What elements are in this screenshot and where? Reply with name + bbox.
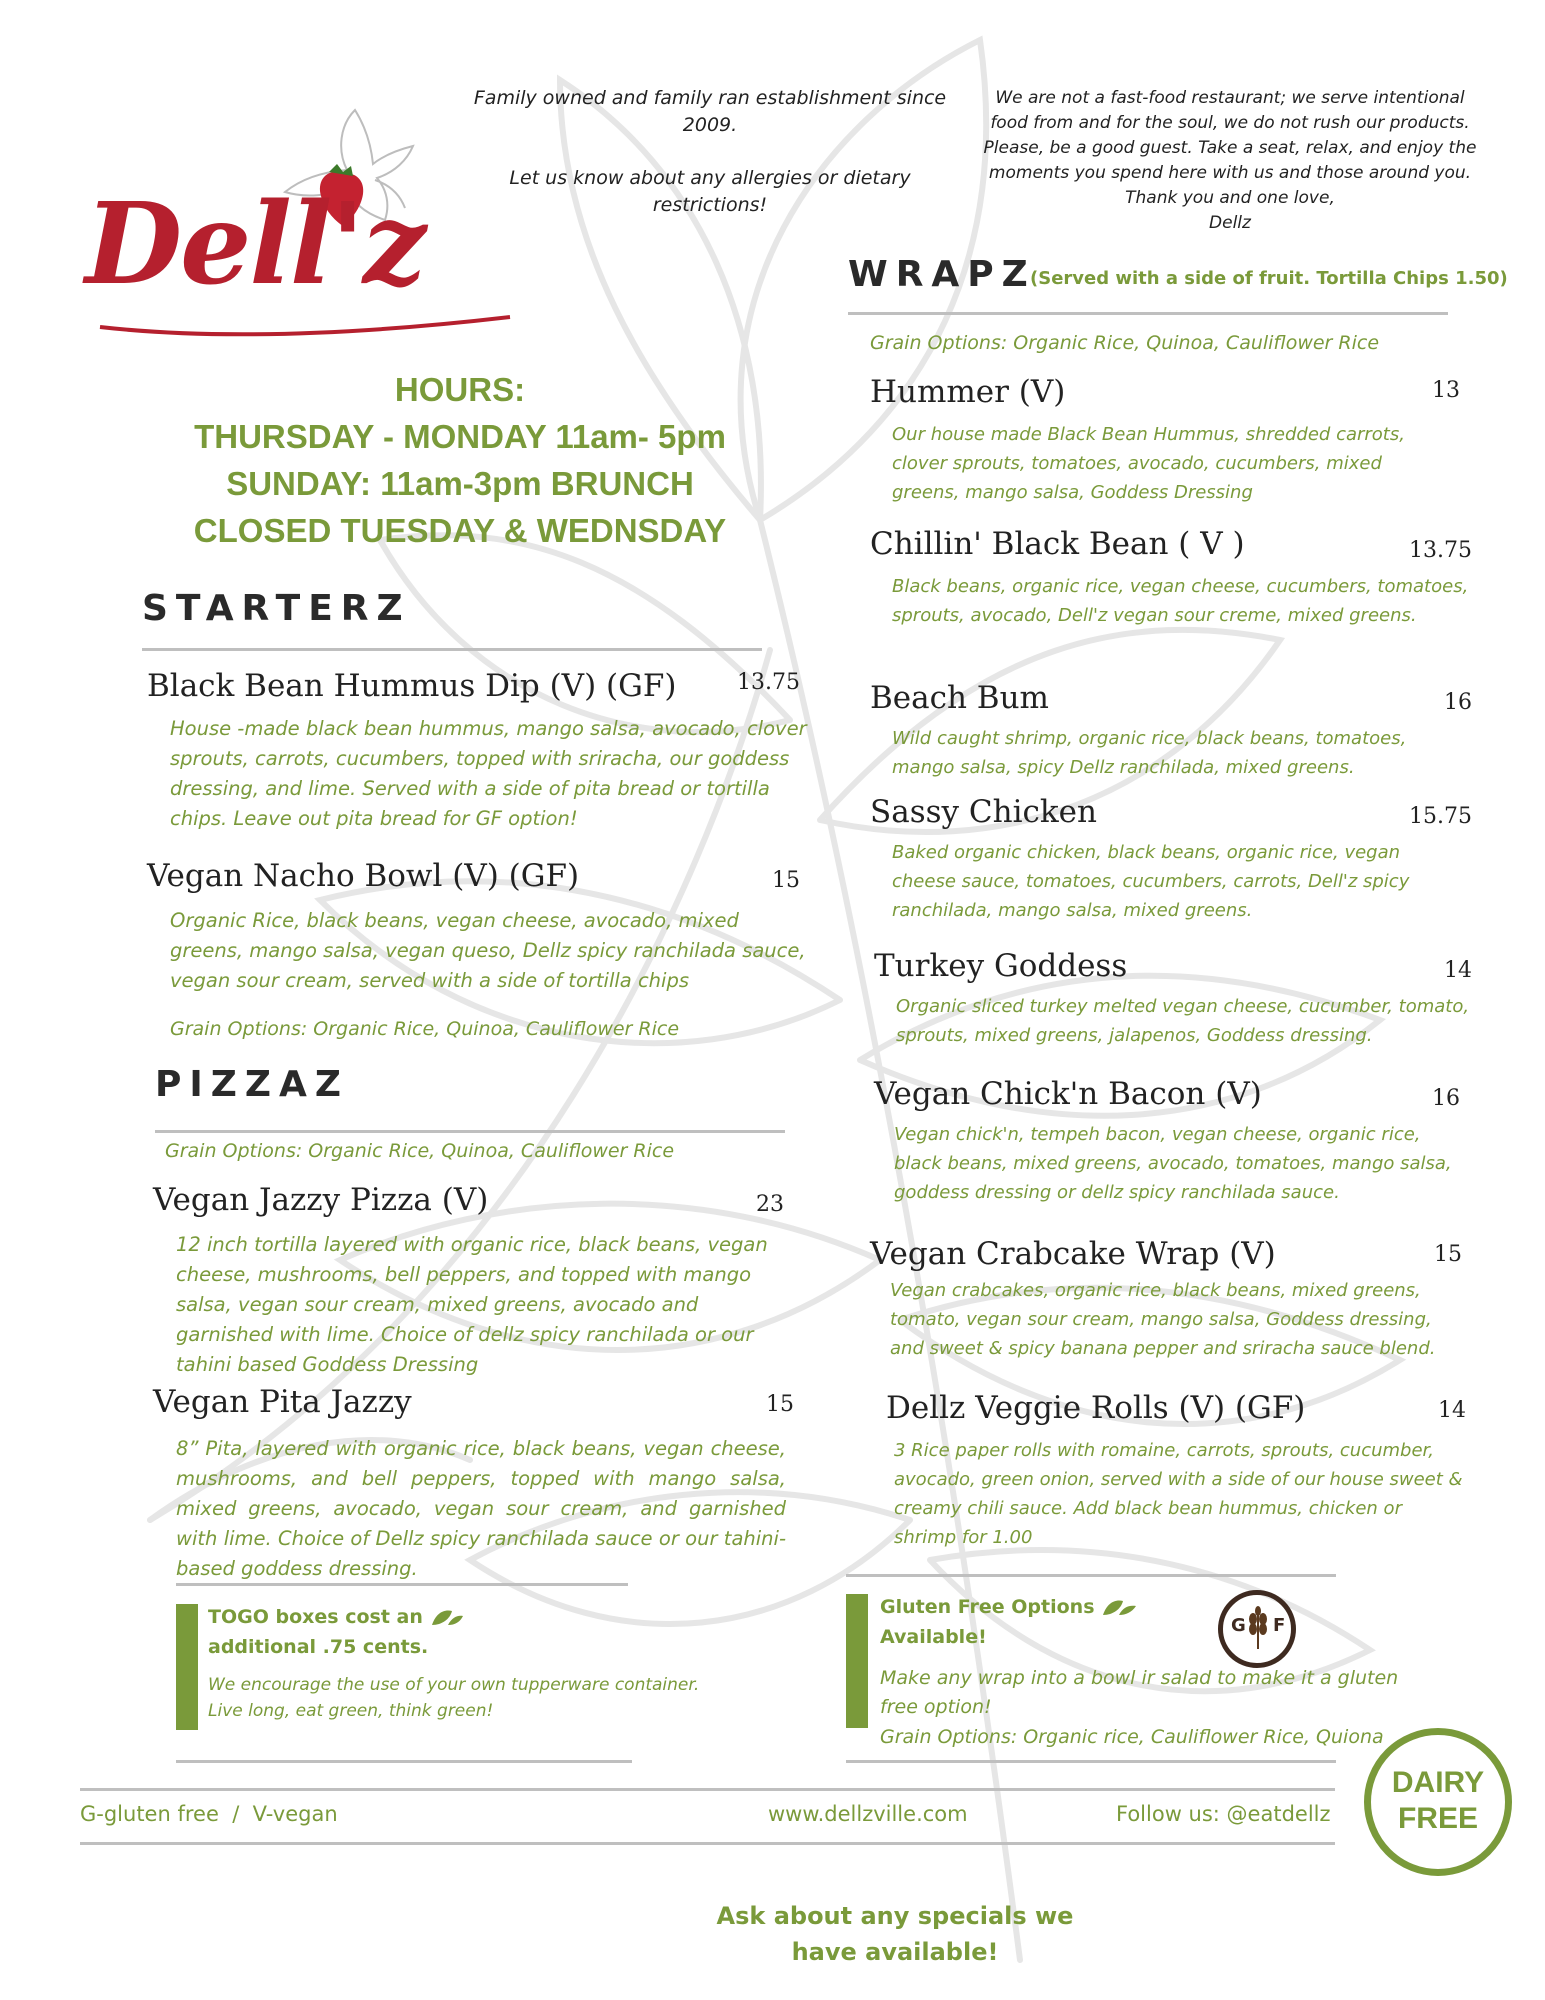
pizza-item-desc: 12 inch tortilla layered with organic rice, black beans, vegan cheese, mushrooms, bell peppers, and topped with mango salsa, vegan sour cream, mixed greens, avocado and garnished with lime. Choice of dellz spicy ranchilada or our tahini based Goddess Dressing	[176, 1233, 768, 1376]
togo-title	[208, 1602, 568, 1662]
starterz-title: STARTERZ	[142, 588, 411, 629]
togo-accent-bar	[176, 1604, 198, 1730]
hours-line-3: CLOSED TUESDAY & WEDNSDAY	[193, 512, 727, 549]
gluten-bottom-rule	[846, 1760, 1336, 1763]
wrap-item-price: 13.75	[1409, 538, 1472, 563]
gluten-title	[880, 1592, 1240, 1652]
wrap-item-name: Dellz Veggie Rolls (V) (GF)	[886, 1390, 1306, 1426]
togo-bottom-rule	[176, 1760, 632, 1763]
togo-text-line-2: Live long, eat green, think green!	[208, 1701, 494, 1721]
wordmark-swash	[95, 305, 515, 345]
intro-line-2: Let us know about any allergies or dietary restrictions!	[509, 167, 911, 216]
pizza-item-price: 15	[766, 1392, 794, 1417]
gluten-free-badge-g: G	[1231, 1615, 1246, 1636]
wrap-item-name: Turkey Goddess	[874, 948, 1128, 984]
wrap-item-desc: 3 Rice paper rolls with romaine, carrots, sprouts, cucumber, avocado, green onion, served with a side of our house sweet & creamy chili sauce. Add black bean hummus, chicken or shrimp for 1.00	[894, 1440, 1463, 1548]
pizzaz-rule	[155, 1130, 785, 1133]
togo-text	[208, 1672, 728, 1724]
footer-legend: G-gluten free / V-vegan	[80, 1802, 338, 1826]
gluten-free-badge-f: F	[1273, 1615, 1286, 1636]
specials-line-2: have available!	[791, 1938, 999, 1966]
wrap-item-price: 16	[1444, 690, 1472, 715]
pizza-item-name: Vegan Pita Jazzy	[153, 1384, 412, 1420]
wrap-item-price: 14	[1438, 1398, 1466, 1423]
wrapz-grain-options: Grain Options: Organic Rice, Quinoa, Cauliflower Rice	[870, 332, 1380, 354]
starter-item-desc: House -made black bean hummus, mango salsa, avocado, clover sprouts, carrots, cucumbers, topped with sriracha, our goddess dressing, and lime. Served with a side of pita bread or tortilla chips. Leave out pita bread for GF option!	[170, 717, 807, 830]
footer-top-rule	[80, 1788, 1335, 1791]
specials-callout	[620, 1898, 1170, 1970]
specials-line-1: Ask about any specials we	[716, 1902, 1074, 1930]
wrap-item-name: Hummer (V)	[870, 374, 1066, 410]
wrap-item-name: Vegan Crabcake Wrap (V)	[870, 1236, 1276, 1272]
wrap-item-name: Chillin' Black Bean ( V )	[870, 526, 1245, 562]
wrap-item-desc: Vegan chick'n, tempeh bacon, vegan cheese, organic rice, black beans, mixed greens, avocado, tomatoes, mango salsa, goddess dressing or dellz spicy ranchilada sauce.	[894, 1124, 1452, 1203]
intro-line-1: Family owned and family ran establishment since 2009.	[473, 87, 947, 136]
starter-item-name: Vegan Nacho Bowl (V) (GF)	[147, 858, 580, 894]
hours-line-2: SUNDAY: 11am-3pm BRUNCH	[226, 465, 694, 502]
brand-wordmark: Dell'z	[85, 179, 425, 310]
wrap-item-desc: Organic sliced turkey melted vegan cheese, cucumber, tomato, sprouts, mixed greens, jalapenos, Goddess dressing.	[896, 996, 1470, 1046]
gluten-free-badge	[1218, 1590, 1296, 1668]
wrap-item-desc: Baked organic chicken, black beans, organic rice, vegan cheese sauce, tomatoes, cucumbers, carrots, Dell'z spicy ranchilada, mango salsa, mixed greens.	[892, 842, 1410, 921]
philosophy-note	[980, 86, 1480, 236]
wrap-item-desc: Our house made Black Bean Hummus, shredded carrots, clover sprouts, tomatoes, avocado, cucumbers, mixed greens, mango salsa, Goddess Dressing	[892, 424, 1405, 503]
wrapz-note: (Served with a side of fruit. Tortilla Chips 1.50)	[1030, 268, 1508, 289]
wrap-item-price: 13	[1432, 378, 1460, 403]
intro-text	[470, 85, 950, 219]
togo-text-line-1: We encourage the use of your own tupperware container.	[208, 1675, 700, 1695]
wheat-icon	[1246, 1605, 1270, 1653]
wrapz-rule	[848, 312, 1448, 315]
hours-title: HOURS:	[394, 371, 526, 408]
gluten-title-line-1: Gluten Free Options	[880, 1596, 1095, 1618]
wrapz-title: WRAPZ	[848, 254, 1036, 295]
wrap-item-price: 14	[1444, 958, 1472, 983]
footer-social: Follow us: @eatdellz	[1116, 1802, 1331, 1826]
wrap-item-price: 16	[1432, 1086, 1460, 1111]
wrapz-bottom-rule	[846, 1574, 1336, 1577]
hours-line-1: THURSDAY - MONDAY 11am- 5pm	[194, 418, 726, 455]
wrap-item-name: Vegan Chick'n Bacon (V)	[874, 1076, 1262, 1112]
starter-item-name: Black Bean Hummus Dip (V) (GF)	[147, 668, 677, 704]
footer-website: www.dellzville.com	[768, 1802, 968, 1826]
footer-bottom-rule	[80, 1842, 1335, 1845]
dairy-free-line-2: FREE	[1397, 1802, 1478, 1835]
leaf-icon	[430, 1607, 464, 1629]
leaf-icon	[1101, 1597, 1137, 1619]
wrap-item-desc: Wild caught shrimp, organic rice, black beans, tomatoes, mango salsa, spicy Dellz ranchilada, mixed greens.	[892, 728, 1407, 778]
wrap-item-price: 15.75	[1409, 804, 1472, 829]
logo	[85, 80, 535, 350]
gluten-accent-bar	[846, 1594, 868, 1728]
pizzaz-bottom-rule	[176, 1583, 628, 1586]
pizza-item-price: 23	[756, 1192, 784, 1217]
starter-item-price: 15	[772, 868, 800, 893]
philosophy-note-text: We are not a fast-food restaurant; we serve intentional food from and for the soul, we do not rush our products. Please, be a good guest. Take a seat, relax, and enjoy the moments you spend here with us and those around you. Thank you and one love,	[983, 88, 1477, 208]
togo-title-line-2: additional .75 cents.	[208, 1636, 429, 1658]
hours-block	[150, 366, 770, 554]
gluten-text: Make any wrap into a bowl ir salad to make it a gluten free option!	[880, 1667, 1399, 1718]
starter-item-price: 13.75	[737, 670, 800, 695]
dairy-free-line-1: DAIRY	[1391, 1766, 1485, 1799]
starterz-grain-options: Grain Options: Organic Rice, Quinoa, Cauliflower Rice	[170, 1018, 680, 1040]
philosophy-note-signature: Dellz	[1209, 213, 1251, 233]
gluten-grain-options: Grain Options: Organic rice, Cauliflower Rice, Quiona	[880, 1726, 1384, 1748]
pizzaz-title: PIZZAZ	[155, 1064, 349, 1105]
starter-item-desc: Organic Rice, black beans, vegan cheese, avocado, mixed greens, mango salsa, vegan queso, Dellz spicy ranchilada sauce, vegan sour cream, served with a side of tortilla chips	[170, 909, 806, 992]
wrap-item-price: 15	[1434, 1242, 1462, 1267]
wrap-item-desc: Vegan crabcakes, organic rice, black beans, mixed greens, tomato, vegan sour cream, mango salsa, Goddess dressing, and sweet & spicy banana pepper and sriracha sauce blend.	[890, 1280, 1436, 1359]
gluten-title-line-2: Available!	[880, 1626, 987, 1648]
wrap-item-name: Beach Bum	[870, 680, 1049, 716]
wrap-item-name: Sassy Chicken	[870, 794, 1097, 830]
pizzaz-grain-options: Grain Options: Organic Rice, Quinoa, Cauliflower Rice	[165, 1140, 675, 1162]
pizza-item-name: Vegan Jazzy Pizza (V)	[153, 1182, 489, 1218]
wrap-item-desc: Black beans, organic rice, vegan cheese, cucumbers, tomatoes, sprouts, avocado, Dell'z vegan sour creme, mixed greens.	[892, 576, 1469, 626]
starterz-rule	[142, 648, 762, 651]
togo-title-line-1: TOGO boxes cost an	[208, 1606, 423, 1628]
dairy-free-badge	[1364, 1728, 1512, 1876]
pizza-item-desc: 8” Pita, layered with organic rice, black beans, vegan cheese, mushrooms, and bell peppers, topped with mango salsa, mixed greens, avocado, vegan sour cream, and garnished with lime. Choice of Dellz spicy ranchilada sauce or our tahini-based goddess dressing.	[176, 1437, 786, 1580]
